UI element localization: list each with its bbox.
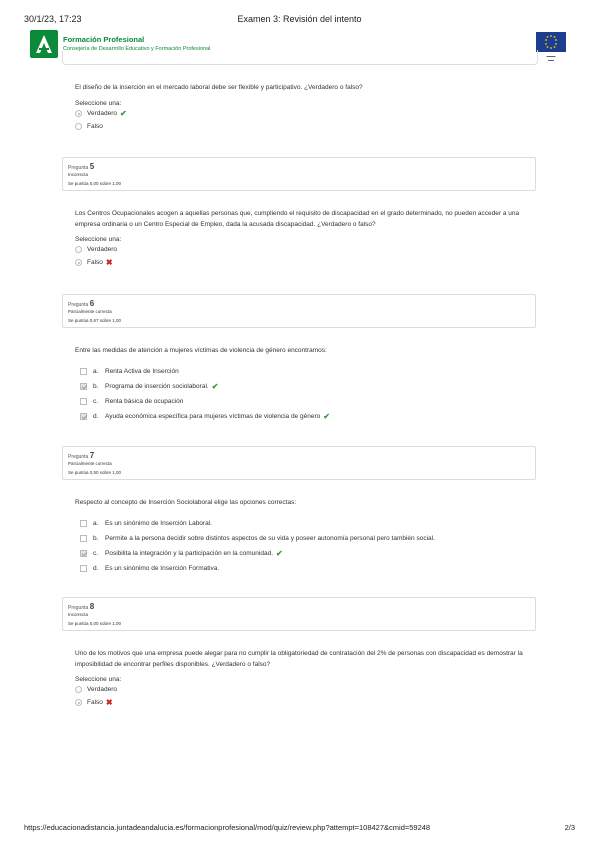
option-verdadero[interactable] bbox=[75, 243, 535, 256]
print-title: Examen 3: Revisión del intento bbox=[237, 14, 362, 24]
option-label: Es un sinónimo de Inserción Formativa. bbox=[105, 565, 220, 572]
option-b[interactable]: b. Programa de inserción sociolaboral. ✔ bbox=[75, 379, 535, 394]
option-label: Ayuda económica específica para mujeres víctimas de violencia de género bbox=[105, 413, 321, 420]
option-b[interactable]: b. Permite a la persona decidir sobre distintos aspectos de su vida y poseer autonomía personal pero también social. bbox=[75, 531, 535, 546]
brand-title: Formación Profesional bbox=[63, 35, 145, 44]
option-label: Renta básica de ocupación bbox=[105, 398, 184, 405]
option-label: Verdadero bbox=[87, 246, 117, 253]
option-label: Falso bbox=[87, 259, 103, 266]
correct-check-icon: ✔ bbox=[120, 109, 127, 118]
question-number: Pregunta 8 bbox=[68, 602, 95, 611]
page-url[interactable]: https://educacionadistancia.juntadeandalucia.es/formacionprofesional/mod/quiz/review.php?attempt=108427&cmid=59248 bbox=[24, 823, 431, 832]
radio[interactable] bbox=[75, 246, 82, 253]
radio-selected[interactable] bbox=[75, 699, 82, 706]
option-label: Falso bbox=[87, 699, 103, 706]
question-grade: Se puntúa 0,50 sobre 1,00 bbox=[68, 470, 122, 475]
option-c[interactable]: c. Posibilita la integración y la participación en la comunidad. ✔ bbox=[75, 546, 535, 561]
question-state: Parcialmente correcta bbox=[68, 309, 112, 314]
question-text: Uno de los motivos que una empresa puede alegar para no cumplir la obligatoriedad de contratación del 2% de personas con discapacidad es demostrar la imposibilidad de encontrar perfiles disponibles. ¿Verdadero o falso? bbox=[75, 650, 523, 668]
question-text: Respecto al concepto de Inserción Sociolaboral elige las opciones correctas: bbox=[75, 499, 297, 506]
correct-check-icon: ✔ bbox=[323, 412, 330, 421]
eu-flag-icon bbox=[536, 32, 566, 52]
option-verdadero[interactable] bbox=[75, 683, 535, 696]
page-number: 2/3 bbox=[564, 823, 575, 832]
radio[interactable] bbox=[75, 123, 82, 130]
option-verdadero[interactable] bbox=[75, 107, 535, 120]
print-header bbox=[24, 14, 575, 26]
checkbox-checked[interactable] bbox=[80, 413, 87, 420]
question-number: Pregunta 7 bbox=[68, 451, 95, 460]
incorrect-cross-icon: ✖ bbox=[105, 258, 113, 267]
question-6-info bbox=[62, 294, 536, 328]
question-number: Pregunta 6 bbox=[68, 299, 95, 308]
question-state: Incorrecta bbox=[68, 612, 89, 617]
question-number: Pregunta 5 bbox=[68, 162, 95, 171]
checkbox[interactable] bbox=[80, 520, 87, 527]
question-grade: Se puntúa 0,00 sobre 1,00 bbox=[68, 181, 122, 186]
option-label: Falso bbox=[87, 123, 103, 130]
question-8 bbox=[75, 648, 535, 709]
option-label: Renta Activa de Inserción bbox=[105, 368, 179, 375]
option-d[interactable]: d. Ayuda económica específica para mujeres víctimas de violencia de género ✔ bbox=[75, 409, 535, 424]
print-footer bbox=[24, 823, 575, 832]
option-a[interactable]: a. Es un sinónimo de Inserción Laboral. bbox=[75, 516, 535, 531]
checkbox[interactable] bbox=[80, 368, 87, 375]
checkbox-checked[interactable] bbox=[80, 383, 87, 390]
option-label: Posibilita la integración y la participación en la comunidad. bbox=[105, 550, 274, 557]
print-datetime: 30/1/23, 17:23 bbox=[24, 14, 82, 24]
question-state: Parcialmente correcta bbox=[68, 461, 112, 466]
previous-question-card bbox=[62, 50, 538, 65]
question-grade: Se puntúa 0,67 sobre 1,00 bbox=[68, 318, 122, 323]
select-label: Seleccione una: bbox=[75, 236, 122, 243]
question-text: Los Centros Ocupacionales acogen a aquellas personas que, cumpliendo el requisito de discapacidad en el grado determinado, no pueden acceder a una empresa ordinaria o un Centro Especial de Empleo, dada la acusada discapacidad. ¿Verdadero o falso? bbox=[75, 210, 520, 228]
question-8-info bbox=[62, 597, 536, 631]
question-7 bbox=[75, 497, 535, 576]
question-state: Incorrecta bbox=[68, 172, 89, 177]
brand-subtitle: Consejería de Desarrollo Educativo y Formación Profesional bbox=[63, 46, 211, 52]
select-label: Seleccione una: bbox=[75, 100, 122, 107]
option-c[interactable]: c. Renta básica de ocupación bbox=[75, 394, 535, 409]
option-falso[interactable] bbox=[75, 256, 535, 269]
select-label: Seleccione una: bbox=[75, 676, 122, 683]
radio[interactable] bbox=[75, 686, 82, 693]
option-label: Verdadero bbox=[87, 686, 117, 693]
junta-logo-icon[interactable] bbox=[30, 30, 58, 58]
radio-selected[interactable] bbox=[75, 110, 82, 117]
correct-check-icon: ✔ bbox=[211, 382, 219, 391]
option-falso[interactable] bbox=[75, 696, 535, 709]
checkbox-checked[interactable] bbox=[80, 550, 87, 557]
correct-check-icon: ✔ bbox=[276, 549, 283, 558]
option-falso[interactable] bbox=[75, 120, 535, 133]
option-label: Es un sinónimo de Inserción Laboral. bbox=[105, 520, 212, 527]
option-a[interactable]: a. Renta Activa de Inserción bbox=[75, 364, 535, 379]
question-5 bbox=[75, 208, 535, 269]
question-text: El diseño de la inserción en el mercado laboral debe ser flexible y participativo. ¿Verdadero o falso? bbox=[75, 84, 363, 91]
checkbox[interactable] bbox=[80, 398, 87, 405]
question-text: Entre las medidas de atención a mujeres víctimas de violencia de género encontramos: bbox=[75, 347, 327, 354]
option-label: Verdadero bbox=[87, 110, 117, 117]
question-grade: Se puntúa 0,00 sobre 1,00 bbox=[68, 621, 122, 626]
checkbox[interactable] bbox=[80, 535, 87, 542]
checkbox[interactable] bbox=[80, 565, 87, 572]
option-d[interactable]: d. Es un sinónimo de Inserción Formativa. bbox=[75, 561, 535, 576]
question-4 bbox=[75, 82, 535, 133]
option-label: Programa de inserción sociolaboral. bbox=[105, 383, 209, 390]
question-7-info bbox=[62, 446, 536, 480]
eu-caption: ▬▬▬ ▬▬ bbox=[546, 54, 556, 62]
question-6 bbox=[75, 345, 535, 424]
incorrect-cross-icon: ✖ bbox=[105, 698, 113, 707]
question-5-info bbox=[62, 157, 536, 191]
radio-selected[interactable] bbox=[75, 259, 82, 266]
option-label: Permite a la persona decidir sobre distintos aspectos de su vida y poseer autonomía personal pero también social. bbox=[105, 535, 435, 542]
